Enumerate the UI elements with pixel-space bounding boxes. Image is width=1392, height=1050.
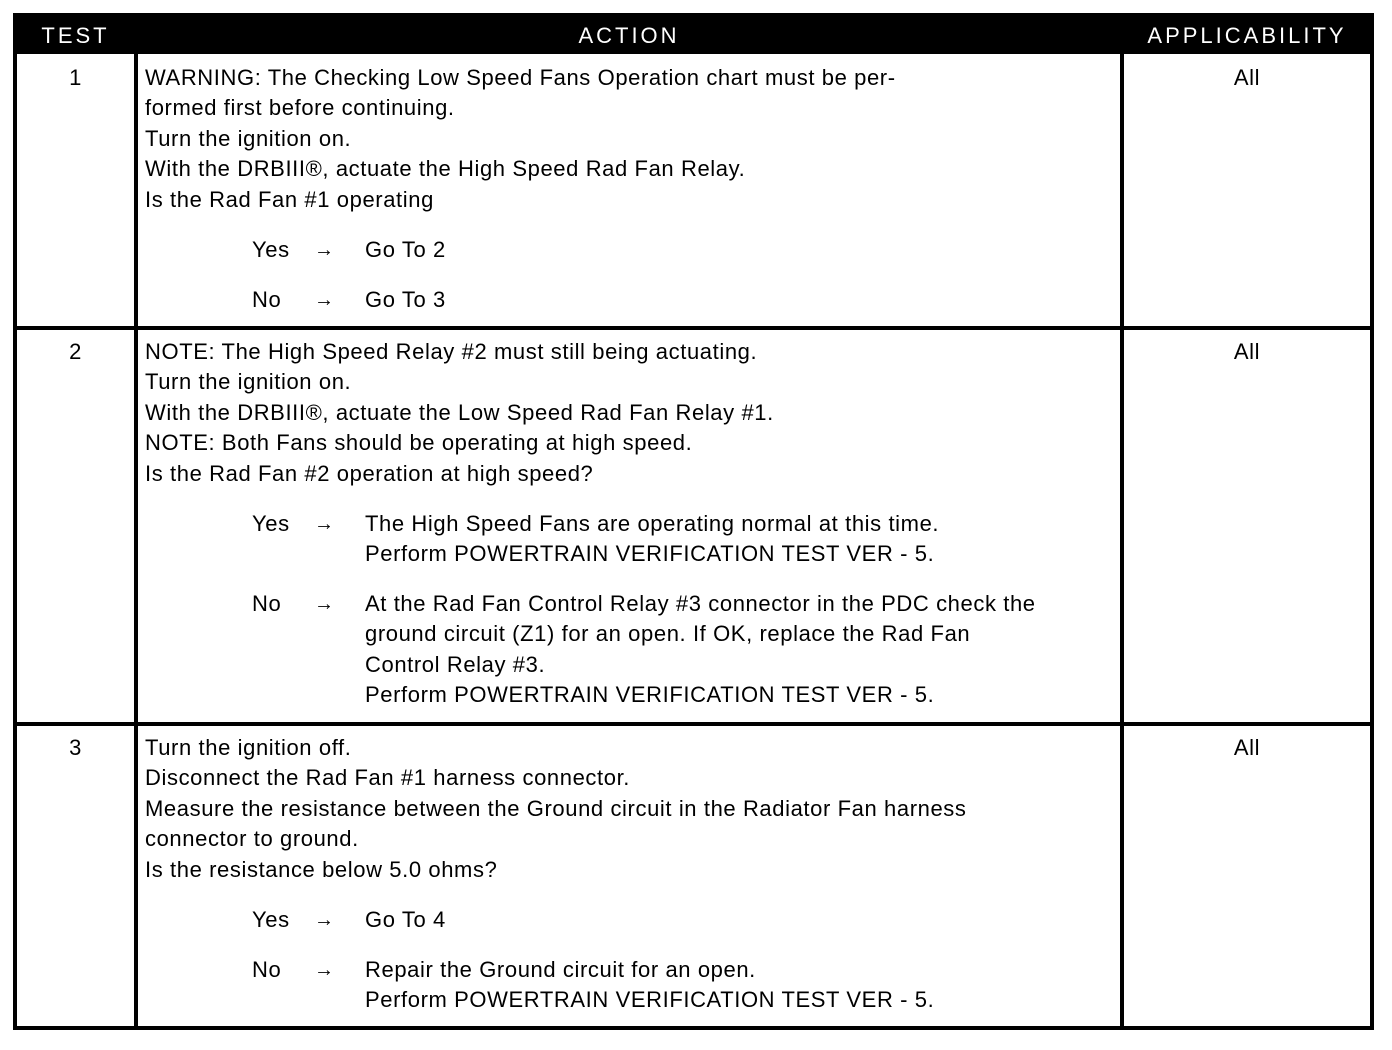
action-line: With the DRBIII®, actuate the High Speed Rad Fan Relay. [145,156,746,182]
result-line: Control Relay #3. [365,651,546,677]
yes-result: Go To 4 [365,907,446,932]
action-line: Turn the ignition on. [145,125,352,151]
applicability-value: All [1233,735,1261,760]
no-result [365,589,1036,711]
result-line: The High Speed Fans are operating normal at this time. [365,511,940,536]
header-action: ACTION [578,23,680,48]
result-line: Repair the Ground circuit for an open. [365,957,756,982]
action-line: WARNING: The Checking Low Speed Fans Operation chart must be per- [145,65,896,90]
arrow-icon: → [314,593,335,615]
yes-label: Yes [252,907,290,932]
row-divider-2 [17,722,1370,726]
applicability-value: All [1233,65,1261,90]
row-divider-1 [17,326,1370,330]
result-line: Perform POWERTRAIN VERIFICATION TEST VER - 5. [365,987,935,1013]
result-line: At the Rad Fan Control Relay #3 connector in the PDC check the [365,591,1036,616]
action-line: Is the Rad Fan #1 operating [145,186,434,212]
action-line: Turn the ignition on. [145,369,352,395]
action-line: Is the Rad Fan #2 operation at high speed? [145,460,594,486]
test-number: 2 [69,339,82,364]
result-line: Perform POWERTRAIN VERIFICATION TEST VER - 5. [365,541,935,567]
arrow-icon: → [314,513,335,535]
no-result [365,955,934,1016]
action-text [145,733,1117,885]
action-line: formed first before continuing. [145,95,455,121]
column-divider-action [1120,54,1124,1026]
yes-label: Yes [252,511,290,536]
no-label: No [252,957,282,982]
arrow-icon: → [314,239,335,261]
arrow-icon: → [314,959,335,981]
header-applicability: APPLICABILITY [1147,23,1347,48]
applicability-value: All [1233,339,1261,364]
action-line: Disconnect the Rad Fan #1 harness connector. [145,765,631,791]
header-test: TEST [41,23,110,48]
no-result: Go To 3 [365,287,446,312]
action-line: Turn the ignition off. [145,735,352,760]
action-line: Measure the resistance between the Ground circuit in the Radiator Fan harness [145,795,967,821]
test-number: 1 [69,65,82,90]
no-label: No [252,591,282,616]
test-number: 3 [69,735,82,760]
result-line: Perform POWERTRAIN VERIFICATION TEST VER - 5. [365,682,935,708]
arrow-icon: → [314,289,335,311]
yes-label: Yes [252,237,290,262]
action-line: NOTE: Both Fans should be operating at high speed. [145,430,693,456]
column-divider-test [134,54,138,1026]
result-line: ground circuit (Z1) for an open. If OK, replace the Rad Fan [365,621,971,647]
action-line: Is the resistance below 5.0 ohms? [145,856,498,882]
no-label: No [252,287,282,312]
action-text [145,337,1117,489]
action-line: With the DRBIII®, actuate the Low Speed Rad Fan Relay #1. [145,399,774,425]
diagnostic-table [13,13,1374,1030]
yes-result [365,509,939,570]
yes-result: Go To 2 [365,237,446,262]
arrow-icon: → [314,909,335,931]
action-line: NOTE: The High Speed Relay #2 must still being actuating. [145,339,758,364]
table-header [17,17,1370,54]
action-text [145,63,1117,215]
action-line: connector to ground. [145,826,359,852]
